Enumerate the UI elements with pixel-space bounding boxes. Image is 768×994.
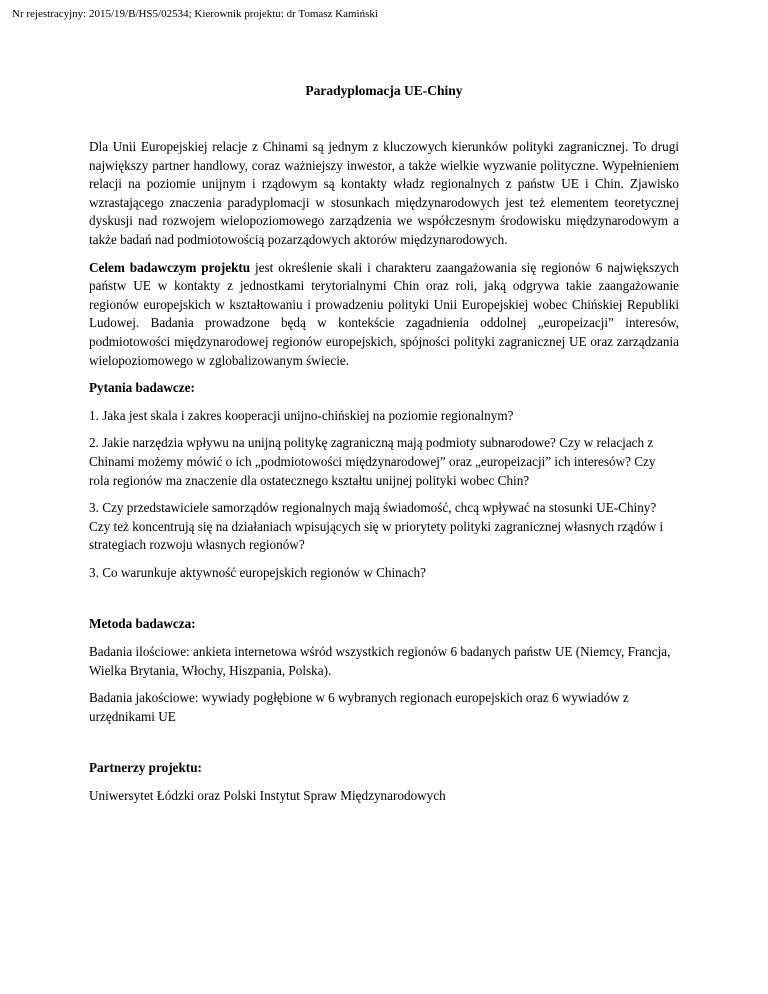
intro-paragraph: Dla Unii Europejskiej relacje z Chinami są jednym z kluczowych kierunków polityki zagranicznej. To drugi największy partner handlowy, coraz ważniejszy inwestor, a także wielkie wyzwanie polityczne. Wypełnieniem relacji na poziomie unijnym i rządowym są kontakty władz regionalnych z państw UE i Chin. Zjawisko wzrastającego znaczenia paradyplomacji w stosunkach międzynarodowych jest też elementem teoretycznej dyskusji nad rozwojem wielopoziomowego zarządzenia we współczesnym środowisku międzynarodowym a także badań nad podmiotowością pozarządowych aktorów międzynarodowych. [89, 139, 679, 247]
document-body [89, 138, 679, 815]
section-spacer [89, 591, 679, 615]
research-method-heading: Metoda badawcza: [89, 616, 196, 632]
qualitative-method-paragraph: Badania jakościowe: wywiady pogłębione w 6 wybranych regionach europejskich oraz 6 wywiadów z urzędnikami UE [89, 690, 629, 724]
research-question-item: 2. Jakie narzędzia wpływu na unijną politykę zagraniczną mają podmioty subnarodowe? Czy w relacjach z Chinami możemy mówić o ich „podmiotowości międzynarodowej” oraz „europeizacji” ich interesów? Czy rola regionów ma znaczenie dla ostatecznego kształtu unijnej polityki wobec Chin? [89, 435, 656, 488]
research-question-item: 1. Jaka jest skala i zakres kooperacji unijno-chińskiej na poziomie regionalnym? [89, 407, 514, 423]
research-question-item: 3. Czy przedstawiciele samorządów regionalnych mają świadomość, chcą wpływać na stosunki UE-Chiny? Czy też koncentrują się na działaniach wpisujących się w priorytety polityki zagranicznej własnych rządów i strategiach rozwoju własnych regionów? [89, 500, 664, 553]
research-goal-label: Celem badawczym projektu [89, 259, 251, 275]
quantitative-method-paragraph: Badania ilościowe: ankieta internetowa wśród wszystkich regionów 6 badanych państw UE (Niemcy, Francja, Wielka Brytania, Włochy, Hiszpania, Polska). [89, 644, 671, 678]
research-goal-text: jest określenie skali i charakteru zaangażowania się regionów 6 największych państw UE w kontakty z jednostkami terytorialnymi Chin oraz roli, jaką odgrywa takie zaangażowanie regionów europejskich w kształtowaniu i prowadzeniu polityki Unii Europejskiej wobec Chińskiej Republiki Ludowej. Badania prowadzone będą w kontekście zagadnienia oddolnej „europeizacji” interesów, podmiotowości międzynarodowej regionów europejskich, spójności polityki zagranicznej UE oraz zarządzania wielopoziomowego w zglobalizowanym świecie. [89, 259, 679, 368]
document-title: Paradyplomacja UE-Chiny [305, 83, 463, 98]
research-question-item: 3. Co warunkuje aktywność europejskich regionów w Chinach? [89, 564, 426, 580]
project-partners-text: Uniwersytet Łódzki oraz Polski Instytut Spraw Międzynarodowych [89, 788, 446, 804]
research-questions-heading: Pytania badawcze: [89, 380, 195, 396]
project-partners-heading: Partnerzy projektu: [89, 760, 202, 776]
header-registration-note: Nr rejestracyjny: 2015/19/B/HS5/02534; Kierownik projektu: dr Tomasz Kamiński [12, 8, 378, 20]
section-spacer [89, 735, 679, 759]
research-goal-paragraph [89, 259, 679, 371]
